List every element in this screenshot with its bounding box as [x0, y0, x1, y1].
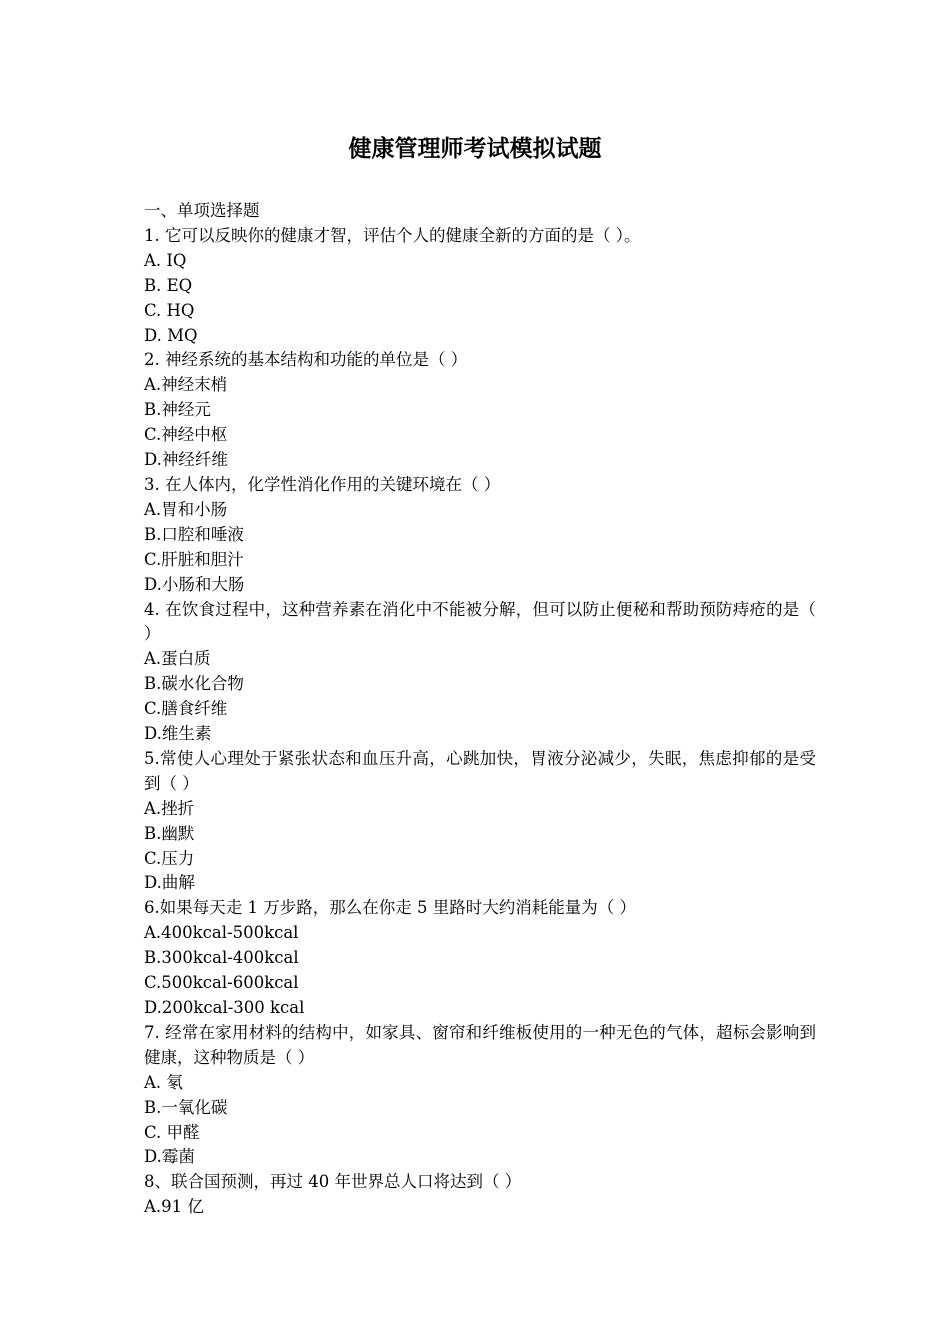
option-c: C.肝脏和胆汁: [144, 549, 244, 569]
option-d: D.霉菌: [144, 1147, 195, 1167]
option-d: D.维生素: [144, 724, 212, 744]
question-8: [144, 1170, 816, 1220]
question-stem: 5.常使人心理处于紧张状态和血压升高，心跳加快，胃液分泌减少，失眠，焦虑抑郁的是受到（ ）: [144, 748, 816, 793]
option-c: C.神经中枢: [144, 425, 228, 445]
option-a: A.91 亿: [144, 1197, 204, 1217]
question-list: [144, 199, 816, 1220]
option-b: B.神经元: [144, 400, 211, 420]
question-stem: 3. 在人体内，化学性消化作用的关键环境在（ ）: [144, 474, 501, 494]
question-1: [144, 224, 816, 349]
option-d: D. MQ: [144, 325, 198, 345]
question-4: [144, 598, 816, 747]
option-b: B.一氧化碳: [144, 1097, 228, 1117]
option-b: B.碳水化合物: [144, 674, 244, 694]
option-d: D.神经纤维: [144, 450, 228, 470]
option-b: B. EQ: [144, 275, 193, 295]
option-c: C.压力: [144, 848, 195, 868]
option-c: C. HQ: [144, 300, 195, 320]
option-a: A.神经末梢: [144, 375, 228, 395]
option-c: C.膳食纤维: [144, 699, 228, 719]
question-2: [144, 348, 816, 473]
document-title: 健康管理师考试模拟试题: [348, 135, 602, 162]
question-stem: 6.如果每天走 1 万步路，那么在你走 5 里路时大约消耗能量为（ ）: [144, 898, 636, 918]
question-stem: 2. 神经系统的基本结构和功能的单位是（ ）: [144, 350, 468, 370]
option-c: C.500kcal-600kcal: [144, 973, 299, 993]
option-d: D.小肠和大肠: [144, 574, 245, 594]
option-b: B.口腔和唾液: [144, 524, 244, 544]
question-stem: 8、联合国预测，再过 40 年世界总人口将达到（ ）: [144, 1172, 522, 1192]
question-stem: 1. 它可以反映你的健康才智，评估个人的健康全新的方面的是（ ）。: [144, 225, 641, 245]
option-a: A.挫折: [144, 798, 195, 818]
option-a: A.胃和小肠: [144, 499, 228, 519]
option-a: A. 氡: [144, 1072, 183, 1092]
question-3: [144, 473, 816, 598]
question-stem: 4. 在饮食过程中，这种营养素在消化中不能被分解，但可以防止便秘和帮助预防痔疮的是（ ）: [144, 599, 816, 644]
question-5: [144, 747, 816, 896]
question-7: [144, 1021, 816, 1170]
section-heading: 一、单项选择题: [144, 201, 260, 220]
option-d: D.200kcal-300 kcal: [144, 998, 305, 1017]
option-d: D.曲解: [144, 873, 195, 893]
question-stem: 7. 经常在家用材料的结构中，如家具、窗帘和纤维板使用的一种无色的气体，超标会影响到健康，这种物质是（ ）: [144, 1022, 816, 1067]
option-b: B.300kcal-400kcal: [144, 948, 299, 968]
question-6: [144, 896, 816, 1021]
option-a: A. IQ: [144, 250, 187, 270]
option-c: C. 甲醛: [144, 1122, 200, 1142]
option-a: A.蛋白质: [144, 649, 211, 669]
option-a: A.400kcal-500kcal: [144, 923, 299, 943]
option-b: B.幽默: [144, 823, 195, 843]
